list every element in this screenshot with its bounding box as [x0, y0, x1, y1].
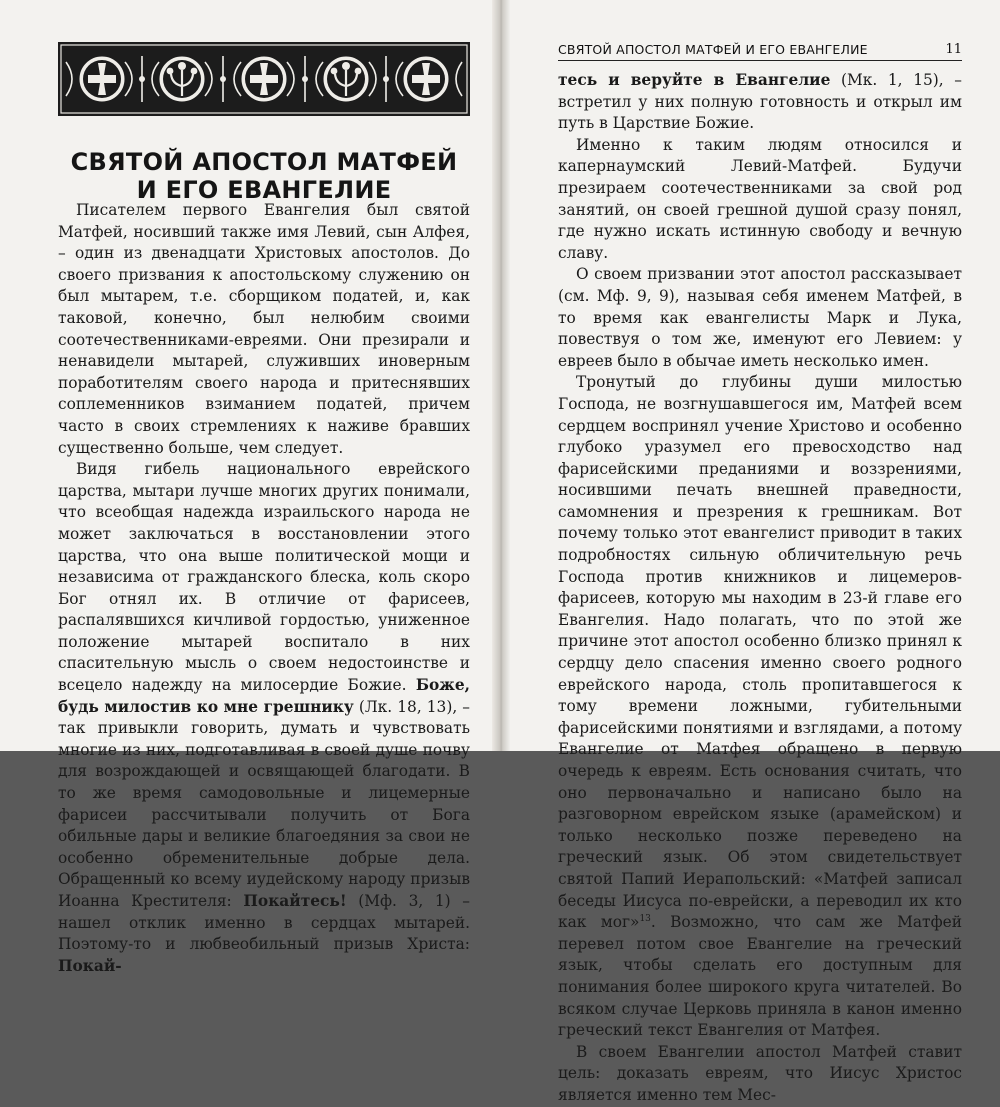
text-run: (Мк. 1, 15), – встретил у них полную готовность и открыл им путь в Царствие Божие.: [558, 71, 962, 133]
paragraph: Писателем первого Евангелия был святой Матфей, носивший также имя Левий, сын Алфея, – один из двенадцати Христовых апостолов. До своего призвания к апостольскому служению он был мытарем, т.е. сборщиком податей, и, как таковой, конечно, был нелюбим своими соотечественниками-евреями. Они презирали и ненавидели мытарей, служивших иноверным поработителям своего народа и притеснявших соплеменников взиманием податей, причем часто в своих стремлениях к наживе бравших существенно больше, чем следует.: [58, 201, 470, 457]
right-page: [510, 0, 1000, 1104]
bold-quote: Покайтесь!: [243, 892, 347, 910]
paragraph: О своем призвании этот апостол рассказывает (см. Мф. 9, 9), называя себя именем Матфей, в то время как евангелисты Марк и Лука, повествуя о том же, именуют его Левием: у евреев было в обычае иметь несколько имен.: [558, 265, 962, 370]
page-number: 11: [945, 42, 962, 57]
bold-quote: Покай-: [58, 956, 122, 975]
left-page-body: [58, 200, 470, 977]
right-page-body: [558, 70, 962, 1107]
bold-quote: тесь и веруйте в Евангелие: [558, 71, 831, 89]
text-run: Видя гибель национального еврейского царства, мытари лучше многих других понимали, что всеобщая надежда израильского народа не может заключаться в восстановлении этого царства, что она выше политической мощи и независима от гражданского блеска, коль скоро Бог отнял их. В отличие от фарисеев, распалявшихся кичливой гордостью, униженное положение мытарей воспитало в них спасительную мысль о своем недостоинстве и всецело надежду на милосердие Божие.: [58, 460, 470, 695]
running-head-title: СВЯТОЙ АПОСТОЛ МАТФЕЙ И ЕГО ЕВАНГЕЛИЕ: [558, 42, 868, 57]
bold-quote: Боже, будь милостив ко мне грешнику: [58, 676, 470, 716]
chapter-title-line-2: И ЕГО ЕВАНГЕЛИЕ: [136, 176, 392, 204]
text-run: Тронутый до глубины души милостью Господа, не возгнушавшегося им, Матфей всем сердцем воспринял учение Христово и особенно глубоко уразумел его превосходство над фарисейскими преданиями и воззрениями, носившими печать внешней праведности, самомнения и презрения к грешникам. Вот почему только этот евангелист приводит в таких подробностях сильную обличительную речь Господа против книжников и лицемеров-фарисеев, которую мы находим в 23-й главе его Евангелия. Надо полагать, что по этой же причине этот апостол особенно близко принял к сердцу дело спасения именно своего родного еврейского народа, столь пропитавшегося к тому времени ложными, губительными фарисейскими понятиями и взглядами, а потому Евангелие от Матфея обращено в первую очередь к евреям. Есть основания считать, что оно первоначально и написано было на разговорном еврейском языке (арамейском) и только несколько позже переведено на греческий язык. Об этом свидетельствует святой Папий Иерапольский: «Матфей записал беседы Иисуса по-еврейски, а переводил их кто как мог»: [558, 373, 962, 932]
paragraph: В своем Евангелии апостол Матфей ставит цель: доказать евреям, что Иисус Христос является именно тем Мес-: [558, 1042, 962, 1104]
chapter-title-line-1: СВЯТОЙ АПОСТОЛ МАТФЕЙ: [70, 148, 458, 176]
footnote-ref[interactable]: 13: [639, 914, 651, 925]
left-page: [0, 0, 492, 975]
text-run: . Возможно, что сам же Матфей перевел потом свое Евангелие на греческий язык, чтобы сделать его доступным для понимания более широкого круга читателей. Во всяком случае Церковь приняла в канон именно греческий текст Евангелия от Матфея.: [558, 913, 962, 1040]
paragraph: [558, 372, 962, 1041]
running-header: [558, 40, 962, 61]
book-gutter: [492, 0, 510, 751]
paragraph: Именно к таким людям относился и капернаумский Левий-Матфей. Будучи презираем соотечественниками за свой род занятий, он своей грешной душой сразу понял, где нужно искать истинную свободу и вечную славу.: [558, 135, 962, 262]
text-run: (Мф. 3, 1) – нашел отклик именно в сердцах мытарей. Поэтому-то и любвеобильный призыв Христа:: [58, 892, 470, 954]
chapter-title: [58, 148, 470, 204]
paragraph: [558, 70, 962, 135]
text-run: (Лк. 18, 13), – так привыкли говорить, думать и чувствовать многие из них, подготавливая в своей душе почву для возрождающей и освящающей благодати. В то же время самодовольные и лицемерные фарисеи рассчитывали получить от Бога обильные дары и великие благоедяния за свои не особенно обременительные добрые дела. Обращенный ко всему иудейскому народу призыв Иоанна Крестителя:: [58, 697, 470, 910]
ornamental-headpiece-icon: [58, 42, 470, 116]
paragraph: [58, 459, 470, 977]
